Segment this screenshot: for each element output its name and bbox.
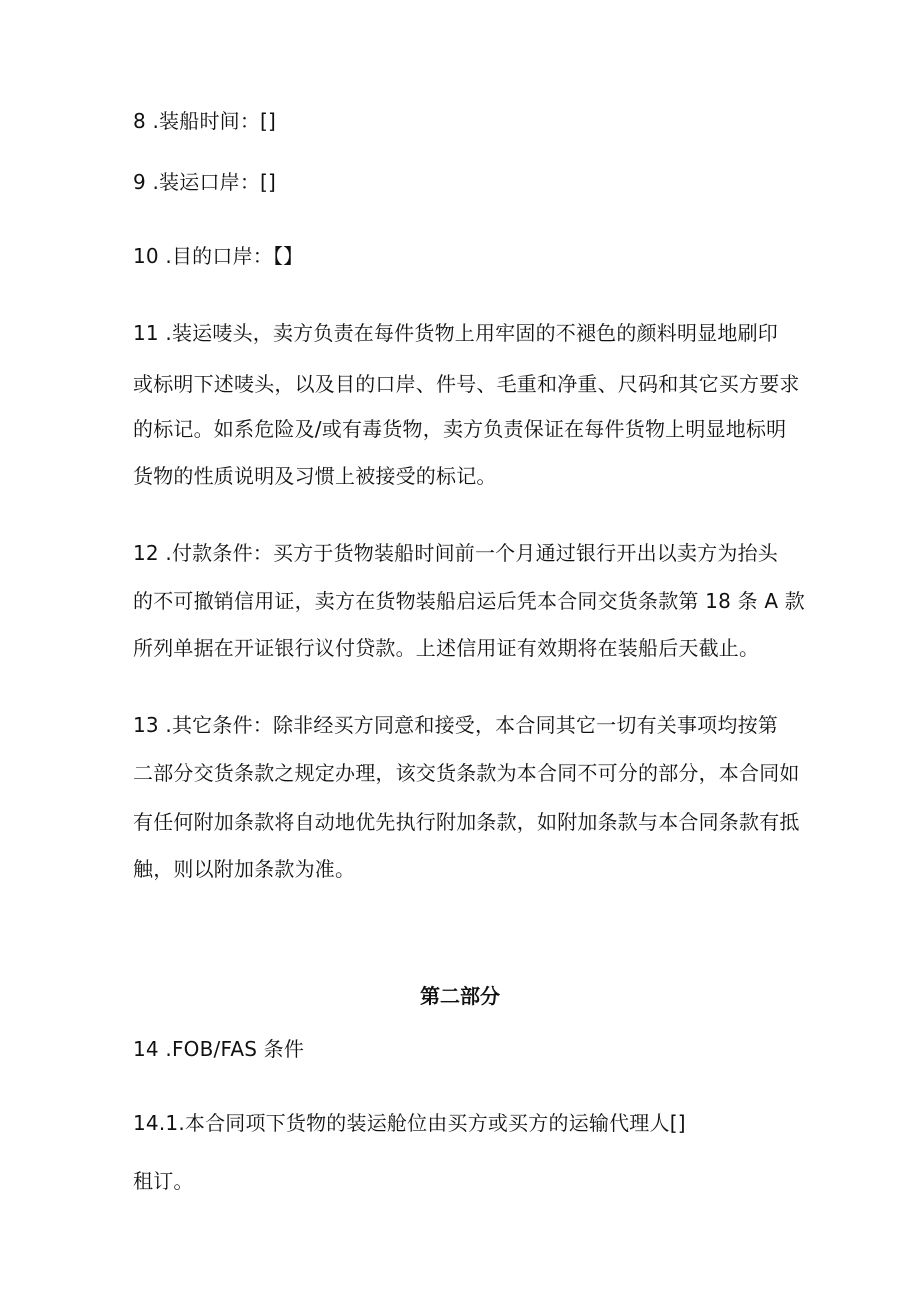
clause-12-line-1: 12 .付款条件：买方于货物装船时间前一个月通过银行开出以卖方为抬头 (133, 541, 778, 565)
clause-12-line-3: 所列单据在开证银行议付贷款。上述信用证有效期将在装船后天截止。 (133, 636, 760, 660)
clause-13-line-2: 二部分交货条款之规定办理，该交货条款为本合同不可分的部分，本合同如 (133, 761, 800, 785)
clause-12-line-2: 的不可撤销信用证，卖方在货物装船启运后凭本合同交货条款第 18 条 A 款 (133, 589, 805, 613)
clause-14-1-line-2: 租订。 (133, 1169, 194, 1193)
clause-9-line-1: 9 .装运口岸：[] (133, 170, 277, 194)
clause-13-line-3: 有任何附加条款将自动地优先执行附加条款，如附加条款与本合同条款有抵 (133, 810, 800, 834)
clause-13-line-1: 13 .其它条件：除非经买方同意和接受，本合同其它一切有关事项均按第 (133, 713, 778, 737)
clause-11-line-4: 货物的性质说明及习惯上被接受的标记。 (133, 464, 497, 488)
clause-11-line-1: 11 .装运唛头，卖方负责在每件货物上用牢固的不褪色的颜料明显地刷印 (133, 321, 778, 345)
clause-13-line-4: 触，则以附加条款为准。 (133, 857, 356, 881)
clause-14-line-1: 14 .FOB/FAS 条件 (133, 1037, 305, 1061)
clause-8-line-1: 8 .装船时间：[] (133, 109, 277, 133)
clause-11-line-2: 或标明下述唛头，以及目的口岸、件号、毛重和净重、尺码和其它买方要求 (133, 372, 800, 396)
clause-11-line-3: 的标记。如系危险及/或有毒货物，卖方负责保证在每件货物上明显地标明 (133, 417, 787, 441)
clause-10-line-1: 10 .目的口岸：【】 (133, 244, 304, 268)
section-heading: 第二部分 (420, 984, 500, 1008)
clause-14-1-line-1: 14.1.本合同项下货物的装运舱位由买方或买方的运输代理人[] (133, 1111, 686, 1135)
